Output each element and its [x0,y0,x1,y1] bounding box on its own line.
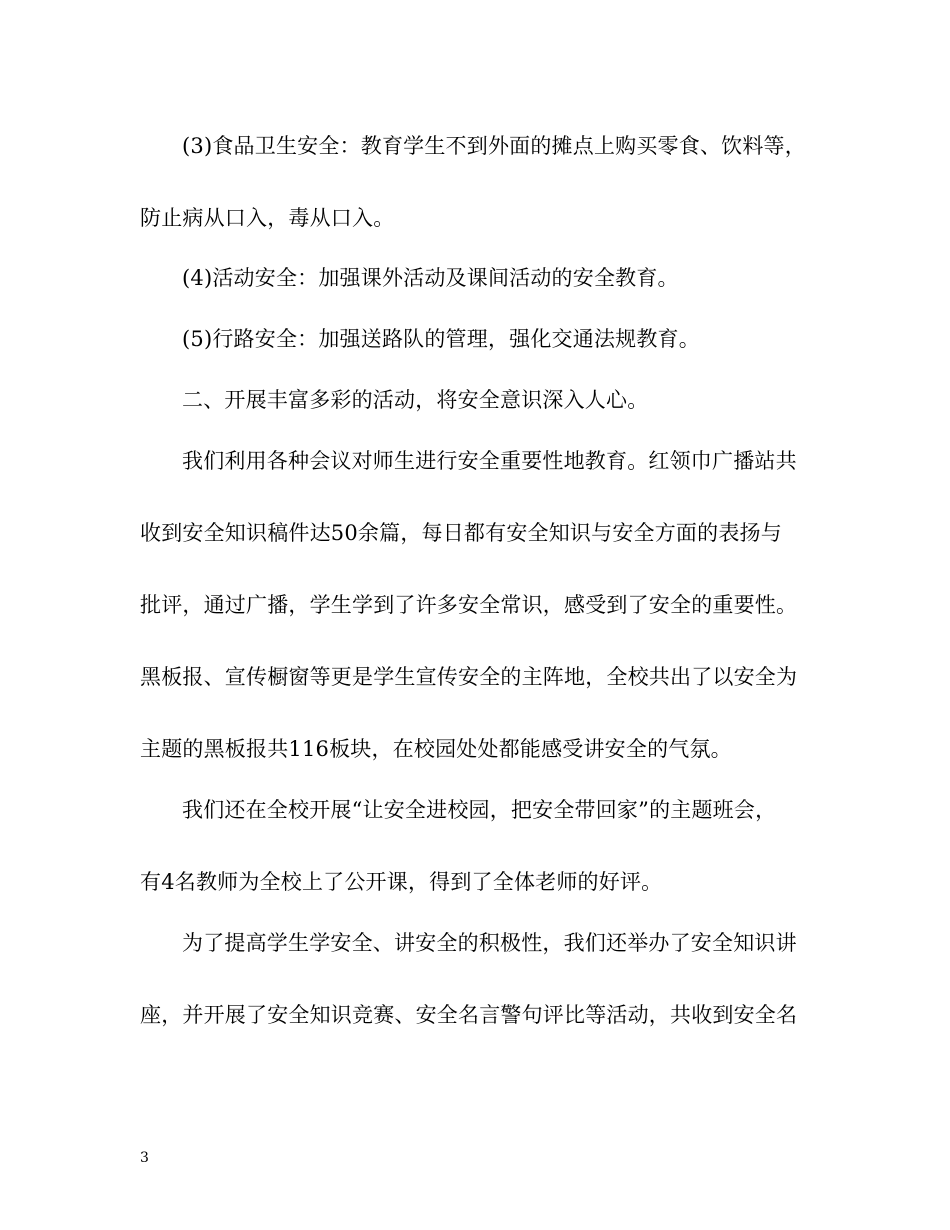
page-number: 3 [140,1150,149,1166]
text-line: 有4名教师为全校上了公开课，得到了全体老师的好评。 [140,870,663,894]
text-line: 座，并开展了安全知识竞赛、安全名言警句评比等活动，共收到安全名 [140,1003,798,1027]
text-line: 黑板报、宣传橱窗等更是学生宣传安全的主阵地，全校共出了以安全为 [140,665,798,689]
text-line: 二、开展丰富多彩的活动，将安全意识深入人心。 [182,388,649,412]
text-line: 防止病从口入，毒从口入。 [140,206,395,230]
text-line: (5)行路安全：加强送路队的管理，强化交通法规教育。 [182,327,700,351]
text-line: 为了提高学生学安全、讲安全的积极性，我们还举办了安全知识讲 [182,931,797,955]
text-line: 主题的黑板报共116板块，在校园处处都能感受讲安全的气氛。 [140,737,732,761]
text-line: (3)食品卫生安全：教育学生不到外面的摊点上购买零食、饮料等， [182,134,806,158]
text-line: 我们还在全校开展“让安全进校园，把安全带回家”的主题班会， [182,798,777,822]
text-line: (4)活动安全：加强课外活动及课间活动的安全教育。 [182,266,679,290]
text-line: 批评，通过广播，学生学到了许多安全常识，感受到了安全的重要性。 [140,593,798,617]
text-line: 收到安全知识稿件达50余篇，每日都有安全知识与安全方面的表扬与 [140,521,782,545]
text-line: 我们利用各种会议对师生进行安全重要性地教育。红领巾广播站共 [182,449,797,473]
